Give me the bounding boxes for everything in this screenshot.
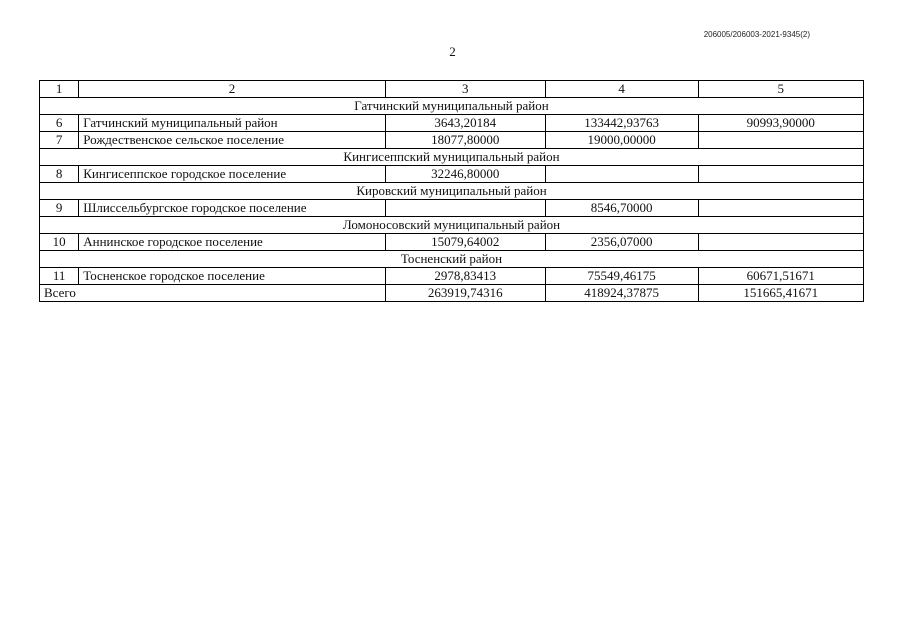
header-cell: 3: [385, 81, 545, 98]
page-number: 2: [449, 44, 456, 59]
row-number: 11: [40, 268, 79, 285]
section-title: Кингисеппский муниципальный район: [40, 149, 864, 166]
section-row: [40, 183, 864, 200]
value-col3: 15079,64002: [385, 234, 545, 251]
value-col4: 8546,70000: [545, 200, 698, 217]
value-col5: [698, 200, 863, 217]
header-row: [40, 81, 864, 98]
value-col4: 19000,00000: [545, 132, 698, 149]
value-col4: 2356,07000: [545, 234, 698, 251]
value-col3: 3643,20184: [385, 115, 545, 132]
row-number: 10: [40, 234, 79, 251]
header-cell: 2: [79, 81, 385, 98]
row-number: 9: [40, 200, 79, 217]
section-title: Тосненский район: [40, 251, 864, 268]
value-col5: [698, 132, 863, 149]
table-row: [40, 200, 864, 217]
value-col3: 18077,80000: [385, 132, 545, 149]
header-cell: 1: [40, 81, 79, 98]
value-col5: [698, 234, 863, 251]
total-col5: 151665,41671: [698, 285, 863, 302]
value-col5: 90993,90000: [698, 115, 863, 132]
total-row: [40, 285, 864, 302]
settlement-name: Гатчинский муниципальный район: [79, 115, 385, 132]
row-number: 8: [40, 166, 79, 183]
value-col5: 60671,51671: [698, 268, 863, 285]
value-col4: 75549,46175: [545, 268, 698, 285]
table-row: [40, 234, 864, 251]
settlement-name: Тосненское городское поселение: [79, 268, 385, 285]
value-col4: [545, 166, 698, 183]
allocation-table: [39, 80, 864, 302]
value-col4: 133442,93763: [545, 115, 698, 132]
document-id: 206005/206003-2021-9345(2): [703, 30, 810, 39]
settlement-name: Шлиссельбургское городское поселение: [79, 200, 385, 217]
settlement-name: Аннинское городское поселение: [79, 234, 385, 251]
value-col3: [385, 200, 545, 217]
total-col4: 418924,37875: [545, 285, 698, 302]
section-row: [40, 251, 864, 268]
total-col3: 263919,74316: [385, 285, 545, 302]
section-title: Кировский муниципальный район: [40, 183, 864, 200]
section-row: [40, 98, 864, 115]
table-row: [40, 268, 864, 285]
value-col3: 32246,80000: [385, 166, 545, 183]
total-label: Всего: [40, 285, 386, 302]
table-row: [40, 115, 864, 132]
section-title: Ломоносовский муниципальный район: [40, 217, 864, 234]
table-row: [40, 166, 864, 183]
settlement-name: Кингисеппское городское поселение: [79, 166, 385, 183]
header-cell: 4: [545, 81, 698, 98]
section-row: [40, 217, 864, 234]
table-row: [40, 132, 864, 149]
section-row: [40, 149, 864, 166]
section-title: Гатчинский муниципальный район: [40, 98, 864, 115]
row-number: 6: [40, 115, 79, 132]
settlement-name: Рождественское сельское поселение: [79, 132, 385, 149]
header-cell: 5: [698, 81, 863, 98]
row-number: 7: [40, 132, 79, 149]
value-col3: 2978,83413: [385, 268, 545, 285]
value-col5: [698, 166, 863, 183]
